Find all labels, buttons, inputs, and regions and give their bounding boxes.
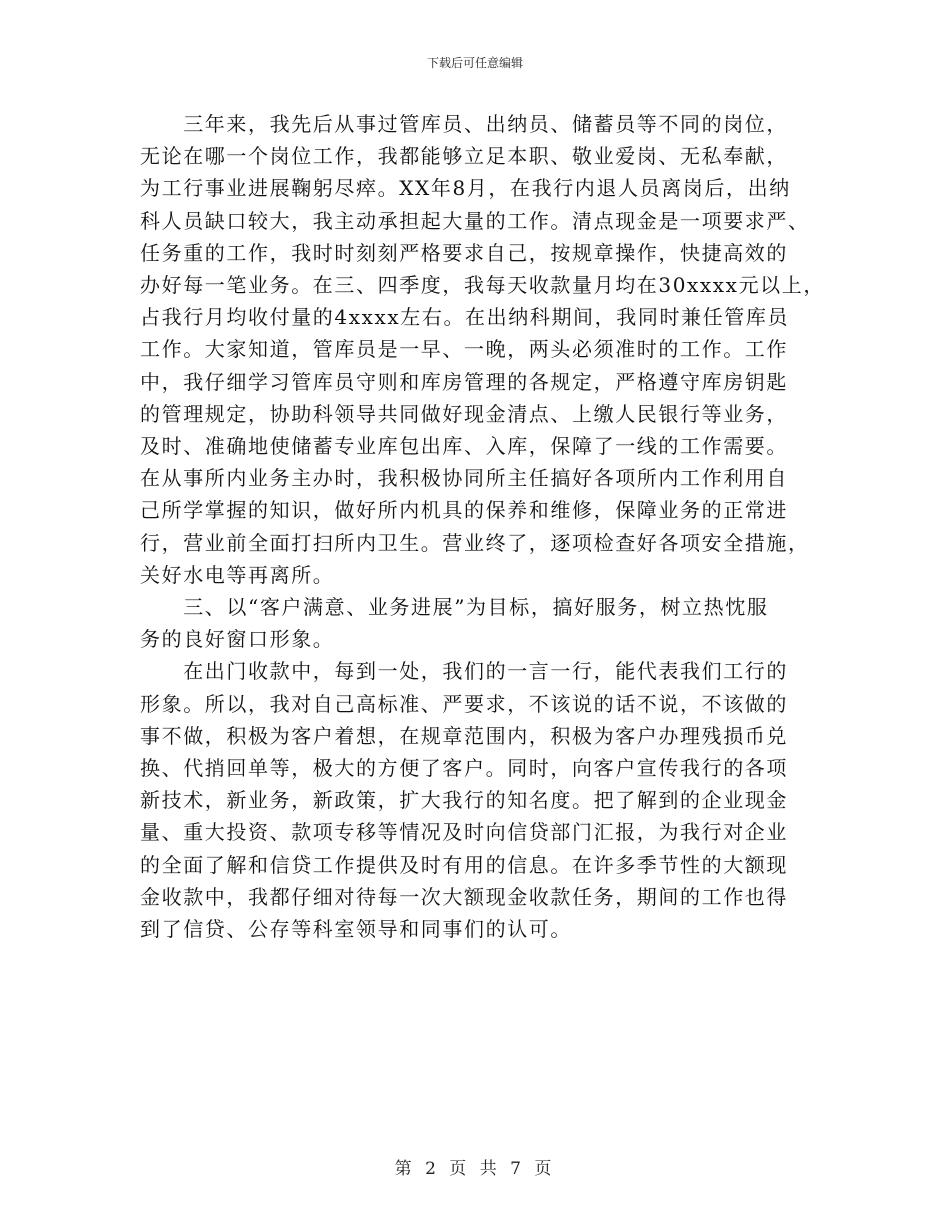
text-line: 及时、准确地使储蓄专业库包出库、入库，保障了一线的工作需要。	[140, 434, 788, 459]
text-line: 行，营业前全面打扫所内卫生。营业终了，逐项检查好各项安全措施，	[140, 530, 810, 555]
text-line: 为工行事业进展鞠躬尽瘁。XX年8月，在我行内退人员离岗后，出纳	[140, 176, 791, 201]
text-line: 形象。所以，我对自己高标准、严要求，不该说的话不说，不该做的	[140, 691, 788, 716]
text-line: 在从事所内业务主办时，我积极协同所主任搞好各项所内工作利用自	[140, 466, 788, 491]
text-line: 的管理规定，协助科领导共同做好现金清点、上缴人民银行等业务，	[140, 401, 788, 426]
header-note: 下载后可任意编辑	[426, 56, 523, 70]
section-heading-line: 三、以“客户满意、业务进展”为目标，搞好服务，树立热忱服	[140, 595, 769, 620]
body-text	[140, 108, 825, 945]
text-line: 新技术，新业务，新政策，扩大我行的知名度。把了解到的企业现金	[140, 788, 788, 813]
text-line: 占我行月均收付量的4xxxx左右。在出纳科期间，我同时兼任管库员	[140, 305, 790, 330]
text-line: 到了信贷、公存等科室领导和同事们的认可。	[140, 917, 572, 942]
text-line: 的全面了解和信贷工作提供及时有用的信息。在许多季节性的大额现	[140, 852, 788, 877]
text-line: 事不做，积极为客户着想，在规章范围内，积极为客户办理残损币兑	[140, 723, 788, 748]
text-line: 己所学掌握的知识，做好所内机具的保养和维修，保障业务的正常进	[140, 498, 788, 523]
text-line: 任务重的工作，我时时刻刻严格要求自己，按规章操作，快捷高效的	[140, 240, 788, 265]
text-line: 办好每一笔业务。在三、四季度，我每天收款量月均在30xxxx元以上，	[140, 273, 825, 298]
text-line: 换、代捎回单等，极大的方便了客户。同时，向客户宣传我行的各项	[140, 756, 788, 781]
text-line: 在出门收款中，每到一处，我们的一言一行，能代表我们工行的	[140, 659, 788, 684]
text-line: 关好水电等再离所。	[140, 562, 335, 587]
section-heading-line: 务的良好窗口形象。	[140, 627, 335, 652]
text-line: 无论在哪一个岗位工作，我都能够立足本职、敬业爱岗、无私奉献，	[140, 144, 788, 169]
text-line: 金收款中，我都仔细对待每一次大额现金收款任务，期间的工作也得	[140, 884, 788, 909]
text-line: 量、重大投资、款项专移等情况及时向信贷部门汇报，为我行对企业	[140, 820, 788, 845]
text-line: 科人员缺口较大，我主动承担起大量的工作。清点现金是一项要求严、	[140, 208, 810, 233]
text-line: 中，我仔细学习管库员守则和库房管理的各规定，严格遵守库房钥匙	[140, 369, 788, 394]
text-line: 三年来，我先后从事过管库员、出纳员、储蓄员等不同的岗位，	[140, 112, 788, 136]
page-number: 第 2 页 共 7 页	[394, 1159, 556, 1179]
text-line: 工作。大家知道，管库员是一早、一晚，两头必须准时的工作。工作	[140, 337, 788, 362]
